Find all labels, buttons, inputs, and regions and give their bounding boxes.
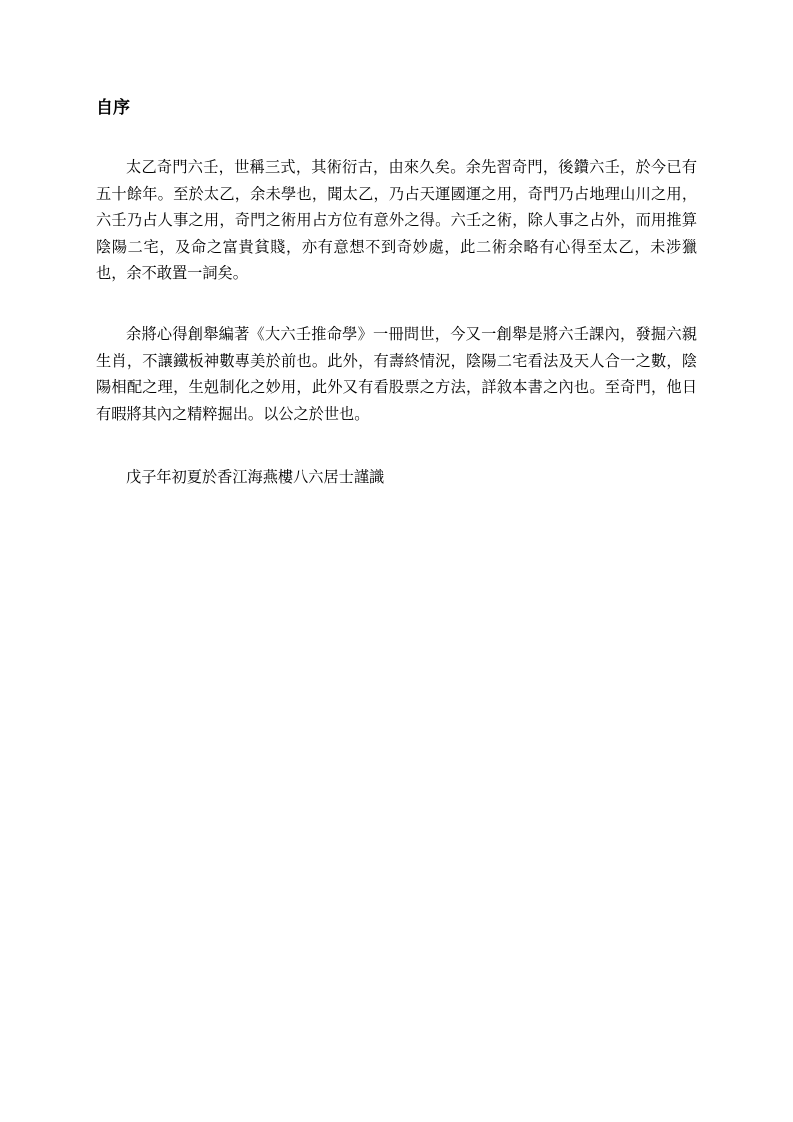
signature: 戊子年初夏於香江海燕樓八六居士謹識: [126, 468, 385, 486]
paragraph-1: 太乙奇門六壬，世稱三式，其術衍古，由來久矣。余先習奇門，後鑽六壬，於今已有五十餘年。至於太乙，余未學也，聞太乙，乃占天運國運之用，奇門乃占地理山川之用，六壬乃占人事之用，奇門之術用占方位有意外之得。六壬之術，除人事之占外，而用推算陰陽二宅，及命之富貴貧賤，亦有意想不到奇妙處，此二術余略有心得至太乙，未涉獵也，余不敢置一詞矣。: [96, 158, 697, 282]
page-title: 自序: [96, 98, 130, 118]
paragraph-2: 余將心得創舉編著《大六壬推命學》一冊問世，今又一創舉是將六壬課內，發掘六親生肖，不讓鐵板神數專美於前也。此外，有壽終情況，陰陽二宅看法及天人合一之數，陰陽相配之理，生剋制化之妙用，此外又有看股票之方法，詳敘本書之內也。至奇門，他日有暇將其內之精粹掘出。以公之於世也。: [96, 325, 697, 423]
